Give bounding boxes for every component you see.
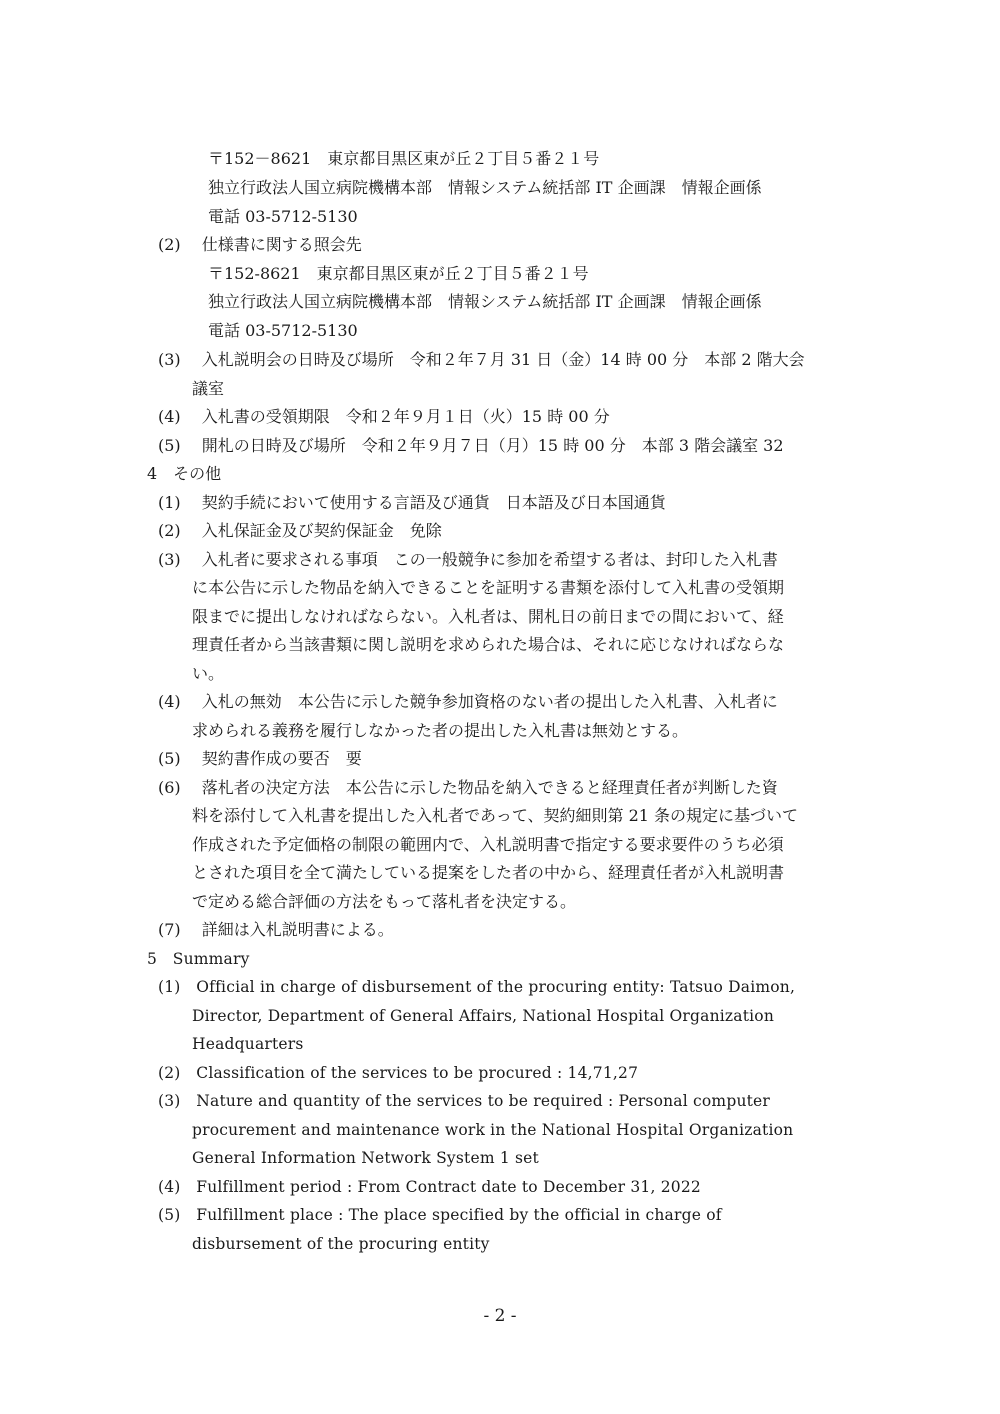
text-line: (2) 仕様書に関する照会先: [158, 235, 362, 254]
text-line: (3) Nature and quantity of the services to be required : Personal computer: [158, 1092, 771, 1110]
text-line: に本公告に示した物品を納入できることを証明する書類を添付して入札書の受領期: [192, 578, 785, 597]
text-line: disbursement of the procuring entity: [192, 1235, 490, 1253]
text-line: Director, Department of General Affairs, National Hospital Organization: [192, 1007, 775, 1025]
text-line: 議室: [192, 379, 225, 398]
text-line: 電話 03-5712-5130: [208, 321, 358, 340]
page-number: - 2 -: [483, 1306, 517, 1326]
text-line: (4) 入札書の受領期限 令和２年９月１日（火）15 時 00 分: [158, 407, 610, 426]
text-line: 〒152-8621 東京都目黒区東が丘２丁目５番２１号: [208, 264, 589, 283]
text-line: で定める総合評価の方法をもって落札者を決定する。: [192, 892, 577, 911]
text-line: 理責任者から当該書類に関し説明を求められた場合は、それに応じなければならな: [192, 635, 785, 654]
text-line: (1) Official in charge of disbursement of the procuring entity: Tatsuo Daimon,: [158, 978, 796, 996]
text-line: (2) Classification of the services to be procured : 14,71,27: [158, 1064, 639, 1082]
text-line: (7) 詳細は入札説明書による。: [158, 920, 394, 939]
text-line: Headquarters: [192, 1035, 304, 1053]
text-line: 独立行政法人国立病院機構本部 情報システム統括部 IT 企画課 情報企画係: [208, 292, 762, 311]
text-line: とされた項目を全て満たしている提案をした者の中から、経理責任者が入札説明書: [192, 863, 785, 882]
text-line: 求められる義務を履行しなかった者の提出した入札書は無効とする。: [192, 721, 689, 740]
text-line: (6) 落札者の決定方法 本公告に示した物品を納入できると経理責任者が判断した資: [158, 778, 778, 797]
text-line: (2) 入札保証金及び契約保証金 免除: [158, 521, 442, 540]
text-line: (1) 契約手続において使用する言語及び通貨 日本語及び日本国通貨: [158, 493, 666, 512]
text-line: 作成された予定価格の制限の範囲内で、入札説明書で指定する要求要件のうち必須: [192, 835, 784, 854]
text-line: 電話 03-5712-5130: [208, 207, 358, 226]
text-line: (3) 入札説明会の日時及び場所 令和２年７月 31 日（金）14 時 00 分 本部 2 階大会: [158, 350, 805, 369]
text-line: General Information Network System 1 set: [192, 1149, 539, 1167]
text-line: い。: [192, 664, 225, 683]
text-line: 限までに提出しなければならない。入札者は、開札日の前日までの間において、経: [192, 607, 784, 626]
text-line: 料を添付して入札書を提出した入札者であって、契約細則第 21 条の規定に基づいて: [192, 806, 799, 825]
text-line: 〒152－8621 東京都目黒区東が丘２丁目５番２１号: [208, 149, 600, 168]
text-line: procurement and maintenance work in the National Hospital Organization: [192, 1121, 794, 1139]
text-line: 4 その他: [147, 464, 222, 483]
text-line: (5) 開札の日時及び場所 令和２年９月７日（月）15 時 00 分 本部 3 階会議室 32: [158, 436, 784, 455]
text-line: (4) 入札の無効 本公告に示した競争参加資格のない者の提出した入札書、入札者に: [158, 692, 778, 711]
text-line: (3) 入札者に要求される事項 この一般競争に参加を希望する者は、封印した入札書: [158, 550, 778, 569]
text-line: 独立行政法人国立病院機構本部 情報システム統括部 IT 企画課 情報企画係: [208, 178, 762, 197]
text-line: (4) Fulfillment period : From Contract date to December 31, 2022: [158, 1178, 701, 1196]
text-line: (5) 契約書作成の要否 要: [158, 749, 362, 768]
text-line: 5 Summary: [147, 950, 250, 968]
text-line: (5) Fulfillment place : The place specified by the official in charge of: [158, 1206, 722, 1224]
